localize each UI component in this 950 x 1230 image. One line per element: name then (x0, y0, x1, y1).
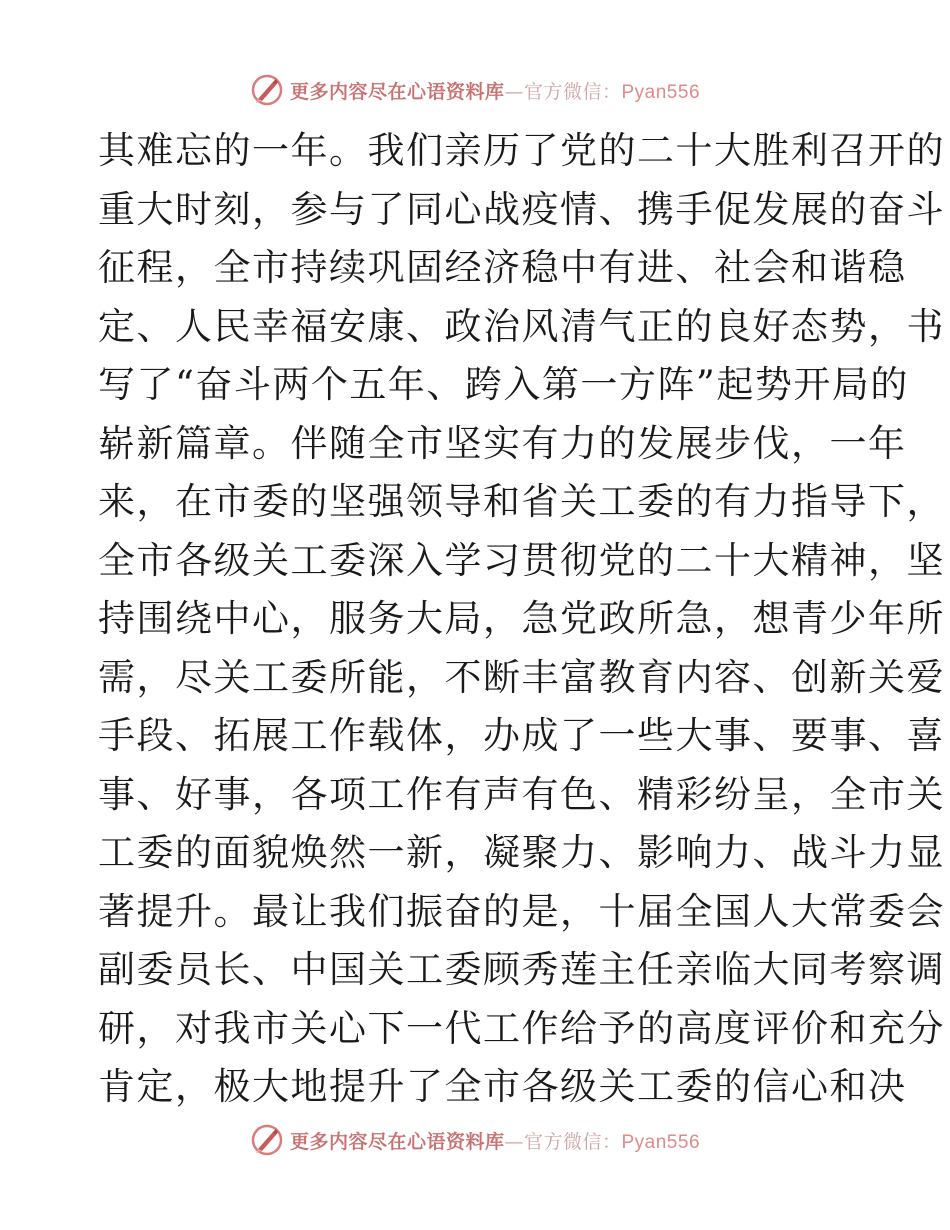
body-line: 定、人民幸福安康、政治风清气正的良好态势，书 (98, 304, 945, 348)
watermark-brand: 更多内容尽在心语资料库 (289, 80, 505, 103)
body-line: 需，尽关工委所能，不断丰富教育内容、创新关爱 (98, 655, 945, 699)
pen-logo-icon (250, 1123, 284, 1157)
header-watermark (0, 72, 950, 108)
watermark-brand: 更多内容尽在心语资料库 (289, 1130, 505, 1153)
watermark-separator: — (504, 1130, 524, 1153)
pen-logo-icon (250, 73, 284, 107)
document-body (98, 122, 945, 1117)
watermark-wechat-label: 官方微信： (523, 1130, 622, 1153)
body-line: 肯定，极大地提升了全市各级关工委的信心和决 (98, 1065, 907, 1108)
watermark-wechat-label: 官方微信： (523, 80, 622, 103)
body-line: 持围绕中心，服务大局，急党政所急，想青少年所 (98, 597, 945, 640)
watermark-separator: — (504, 80, 524, 103)
watermark-wechat-id: Pyan556 (621, 81, 701, 103)
body-line: 其难忘的一年。我们亲历了党的二十大胜利召开的 (98, 129, 945, 172)
body-line: 重大时刻，参与了同心战疫情、携手促发展的奋斗 (98, 187, 945, 231)
body-line: 写了“奋斗两个五年、跨入第一方阵”起势开局的 (98, 363, 909, 406)
body-line: 著提升。最让我们振奋的是，十届全国人大常委会 (98, 889, 945, 933)
body-line: 来，在市委的坚强领导和省关工委的有力指导下， (98, 480, 945, 523)
watermark-wechat-id: Pyan556 (621, 1131, 701, 1153)
body-line: 副委员长、中国关工委顾秀莲主任亲临大同考察调 (98, 948, 945, 991)
body-line: 征程，全市持续巩固经济稳中有进、社会和谐稳 (98, 246, 907, 289)
body-line: 研，对我市关心下一代工作给予的高度评价和充分 (98, 1006, 945, 1050)
body-line: 崭新篇章。伴随全市坚实有力的发展步伐，一年 (98, 421, 907, 465)
body-line: 全市各级关工委深入学习贯彻党的二十大精神，坚 (98, 538, 945, 582)
body-line: 手段、拓展工作载体，办成了一些大事、要事、喜 (98, 714, 945, 757)
body-line: 工委的面貌焕然一新，凝聚力、影响力、战斗力显 (98, 831, 945, 874)
footer-watermark (0, 1122, 950, 1158)
body-line: 事、好事，各项工作有声有色、精彩纷呈，全市关 (98, 772, 945, 816)
